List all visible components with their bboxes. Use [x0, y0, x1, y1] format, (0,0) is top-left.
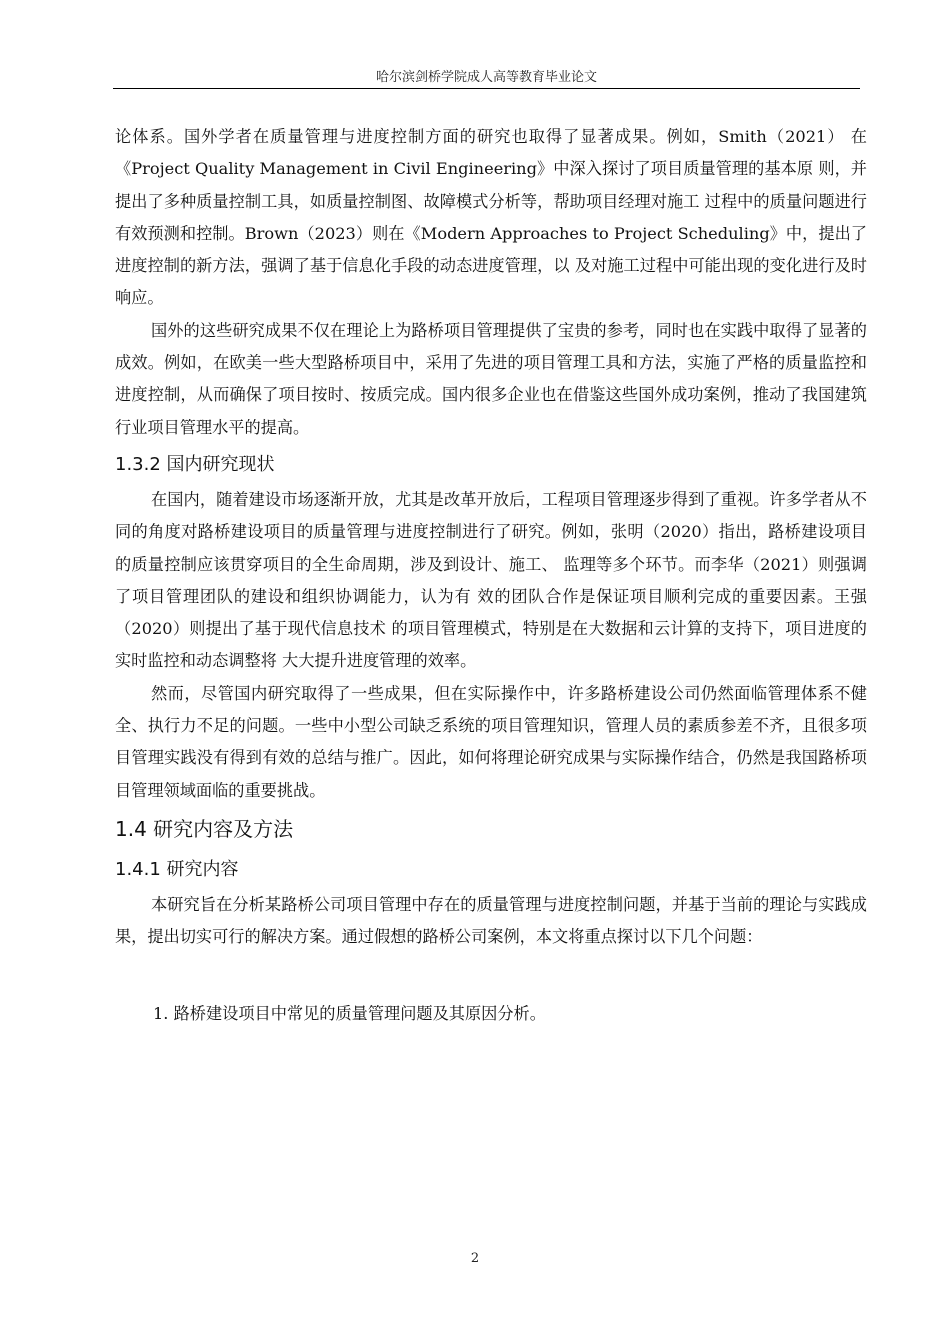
- page-header: 哈尔滨剑桥学院成人高等教育毕业论文: [375, 70, 597, 85]
- section-heading-1-4-1: 1.4.1 研究内容: [115, 858, 239, 880]
- page-body: [115, 121, 867, 1030]
- list-item: 1. 路桥建设项目中常见的质量管理问题及其原因分析。: [153, 1003, 546, 1023]
- header-divider: [113, 88, 860, 89]
- page-number: 2: [470, 1251, 480, 1266]
- paragraph-research-content: 本研究旨在分析某路桥公司项目管理中存在的质量管理与进度控制问题，并基于当前的理论与实践成果，提出切实可行的解决方案。通过假想的路桥公司案例，本文将重点探讨以下几个问题：: [115, 894, 867, 947]
- section-heading-1-4: 1.4 研究内容及方法: [115, 816, 294, 841]
- paragraph-foreign-research-continued: 论体系。国外学者在质量管理与进度控制方面的研究也取得了显著成果。例如，Smith（2021） 在《Project Quality Management in Civil Engineering》中深入探讨了项目质量管理的基本原 则，并提出了多种质量控制工具，如质量控制图、故障模式分析等，帮助项目经理对施工 过程中的质量问题进行有效预测和控制。Brown（2023）则在《Modern Approaches to Project Scheduling》中，提出了进度控制的新方法，强调了基于信息化手段的动态进度管理，以 及对施工过程中可能出现的变化进行及时响应。: [115, 127, 867, 308]
- paragraph-foreign-research-impact: 国外的这些研究成果不仅在理论上为路桥项目管理提供了宝贵的参考，同时也在实践中取得了显著的成效。例如，在欧美一些大型路桥项目中，采用了先进的项目管理工具和方法，实施了严格的质量监控和进度控制，从而确保了项目按时、按质完成。国内很多企业也在借鉴这些国外成功案例，推动了我国建筑行业项目管理水平的提高。: [115, 320, 867, 437]
- paragraph-domestic-challenges: 然而，尽管国内研究取得了一些成果，但在实际操作中，许多路桥建设公司仍然面临管理体系不健全、执行力不足的问题。一些中小型公司缺乏系统的项目管理知识，管理人员的素质参差不齐，且很多项目管理实践没有得到有效的总结与推广。因此，如何将理论研究成果与实际操作结合，仍然是我国路桥项目管理领域面临的重要挑战。: [115, 683, 867, 800]
- section-heading-1-3-2: 1.3.2 国内研究现状: [115, 453, 275, 475]
- paragraph-domestic-research: 在国内，随着建设市场逐渐开放，尤其是改革开放后，工程项目管理逐步得到了重视。许多学者从不同的角度对路桥建设项目的质量管理与进度控制进行了研究。例如，张明（2020）指出，路桥建设项目的质量控制应该贯穿项目的全生命周期，涉及到设计、施工、 监理等多个环节。而李华（2021）则强调了项目管理团队的建设和组织协调能力，认为有 效的团队合作是保证项目顺利完成的重要因素。王强（2020）则提出了基于现代信息技术 的项目管理模式，特别是在大数据和云计算的支持下，项目进度的实时监控和动态调整将 大大提升进度管理的效率。: [115, 489, 867, 671]
